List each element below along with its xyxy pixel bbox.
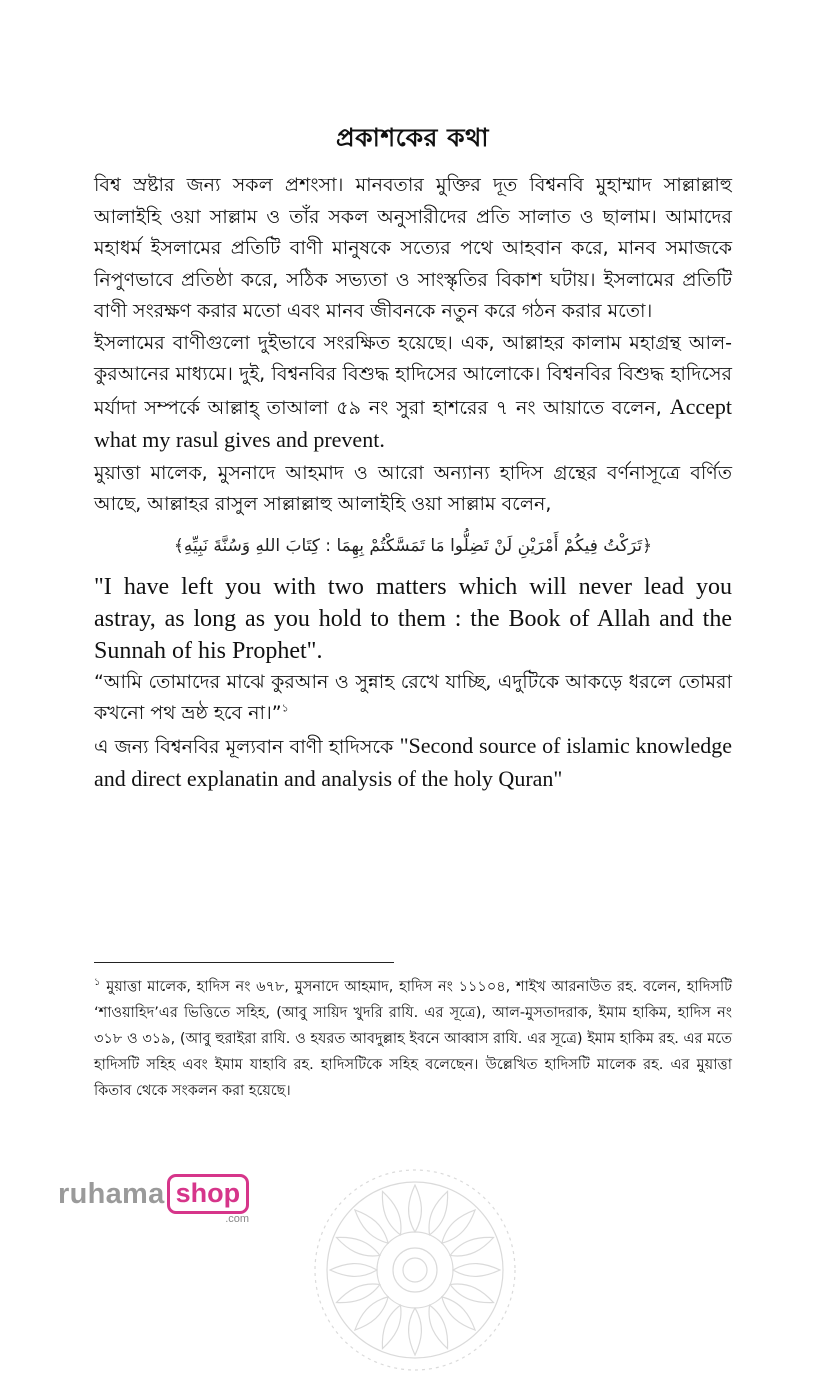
- closing-en: "Second source of islamic knowledge and direct explanatin and analysis of the holy Quran": [94, 732, 732, 791]
- logo-com-text: .com: [225, 1213, 250, 1225]
- logo-shop-group: [167, 1174, 250, 1225]
- paragraph-preservation-bn: ইসলামের বাণীগুলো দুইভাবে সংরক্ষিত হয়েছে। এক, আল্লাহর কালাম মহাগ্রন্থ আল-কুরআনের মাধ্যমে। দুই, বিশ্বনবির বিশুদ্ধ হাদিসের আলোকে। বিশ্বনবির বিশুদ্ধ হাদিসের মর্যাদা সম্পর্কে আল্লাহ্ তাআলা ৫৯ নং সুরা হাশরের ৭ নং আয়াতে বলেন,: [94, 331, 732, 419]
- bangla-quote-text: “আমি তোমাদের মাঝে কুরআন ও সুন্নাহ রেখে যাচ্ছি, এদুটিকে আকড়ে ধরলে তোমরা কখনো পথ ভ্রষ্ঠ হবে না।”: [94, 670, 732, 724]
- footnote-number: ১: [94, 977, 101, 989]
- logo-ruhama-text: ruhama: [58, 1178, 165, 1210]
- paragraph-narration: মুয়াত্তা মালেক, মুসনাদে আহমাদ ও আরো অন্যান্য হাদিস গ্রন্থের বর্ণনাসূত্রে বর্ণিত আছে, আল্লাহর রাসুল সাল্লাল্লাহু আলাইহি ওয়া সাল্লাম বলেন,: [94, 461, 732, 515]
- main-body: [94, 170, 732, 797]
- arabic-hadith-quote: ﴿تَرَكْتُ فِيكُمْ أَمْرَيْنِ لَنْ تَضِلُّوا مَا تَمَسَّكْتُمْ بِهِمَا : كِتَابَ اللهِ وَسُنَّةَ نَبِيِّهِ﴾: [173, 535, 653, 556]
- paragraph-intro: বিশ্ব স্রষ্টার জন্য সকল প্রশংসা। মানবতার মুক্তির দূত বিশ্বনবি মুহাম্মাদ সাল্লাল্লাহু আলাইহি ওয়া সাল্লাম ও তাঁর সকল অনুসারীদের প্রতি সালাত ও ছালাম। আমাদের মহাধর্ম ইসলামের প্রতিটি বাণী মানুষকে সত্যের পথে আহবান করে, মানব সমাজকে নিপুণভাবে প্রতিষ্ঠা করে, সঠিক সভ্যতা ও সাংস্কৃতির বিকাশ ঘটায়। ইসলামের প্রতিটি বাণী সংরক্ষণ করার মতো এবং মানব জীবনকে নতুন করে গঠন করার মতো।: [94, 174, 732, 322]
- footnote-text: মুয়াত্তা মালেক, হাদিস নং ৬৭৮, মুসনাদে আহমাদ, হাদিস নং ১১১০৪, শাইখ আরনাউত রহ. বলেন, হাদিসটি ‘শাওয়াহিদ’এর ভিত্তিতে সহিহ, (আবু সায়িদ খুদরি রাযি. এর সূত্রে), আল-মুসতাদরাক, ইমাম হাকিম, হাদিস নং ৩১৮ ও ৩১৯, (আবু হুরাইরা রাযি. ও হযরত আবদুল্লাহ ইবনে আব্বাস রাযি. এর সূত্রে) ইমাম হাকিম রহ. এর মতে হাদিসটি সহিহ এবং ইমাম যাহাবি রহ. হাদিসটিকে সহিহ বলেছেন। উল্লেখিত হাদিসটি মালেক রহ. এর মুয়াত্তা কিতাব থেকে সংকলন করা হয়েছে।: [94, 979, 732, 1099]
- footnote-divider: [94, 962, 394, 963]
- page-title: প্রকাশকের কথা: [335, 123, 490, 152]
- ruhamashop-logo: [58, 1174, 249, 1224]
- closing-bn: এ জন্য বিশ্বনবির মূল্যবান বাণী হাদিসকে: [94, 735, 394, 758]
- english-hadith-translation: "I have left you with two matters which will never lead you astray, as long as you hold to them : the Book of Allah and the Sunnah of his Prophet".: [94, 573, 732, 664]
- paragraph-preservation-en: Accept what my rasul gives and prevent.: [94, 393, 732, 452]
- paragraph-preservation: [94, 328, 732, 458]
- footnote: [94, 974, 732, 1104]
- footnote-marker: ১: [281, 701, 289, 715]
- logo-shop-badge: shop: [167, 1174, 250, 1214]
- bangla-hadith-translation: [94, 667, 732, 730]
- paragraph-closing: [94, 730, 732, 797]
- mandala-ornament-icon: [300, 1155, 530, 1385]
